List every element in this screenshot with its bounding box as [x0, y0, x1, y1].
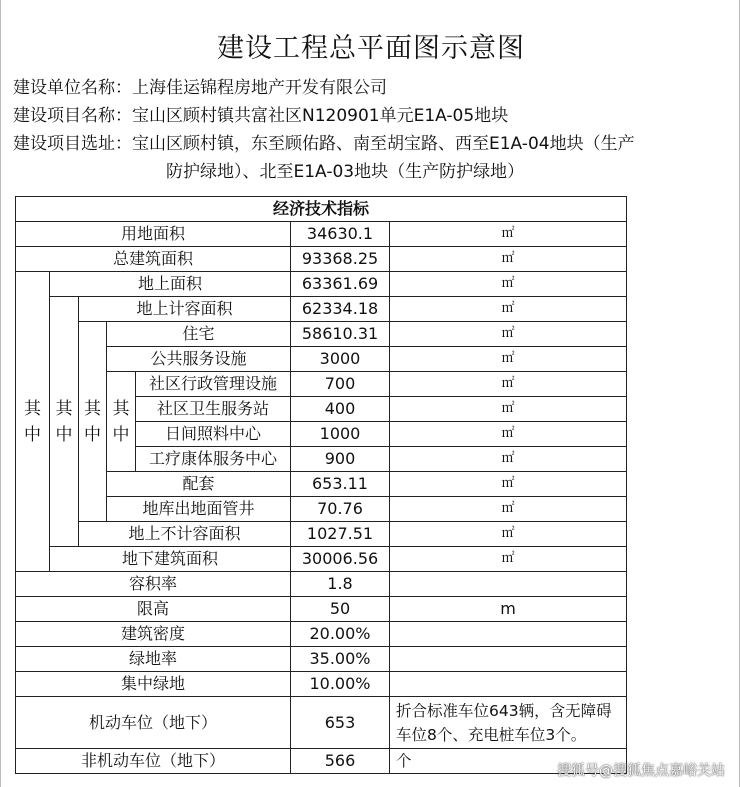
row-unit: [390, 647, 627, 672]
table-row: [16, 622, 627, 647]
table-row: [16, 572, 627, 597]
row-value: 20.00%: [291, 622, 390, 647]
table-row: [16, 647, 627, 672]
row-value: 50: [291, 597, 390, 622]
row-value: 30006.56: [291, 547, 390, 572]
economic-indicators-table: [15, 196, 627, 774]
row-name: 总建筑面积: [16, 247, 291, 272]
table-row: [16, 497, 627, 522]
row-name: 住宅: [107, 322, 291, 347]
row-unit: [390, 622, 627, 647]
table-row: [16, 749, 627, 774]
row-unit: [390, 572, 627, 597]
project-name-value: 宝山区顾村镇共富社区N120901单元E1A-05地块: [132, 106, 509, 126]
row-unit: ㎡: [390, 522, 627, 547]
row-name: 社区行政管理设施: [136, 372, 291, 397]
row-name: 地上不计容面积: [79, 522, 291, 547]
row-unit: [390, 672, 627, 697]
row-unit: ㎡: [390, 372, 627, 397]
qizhong-level-1: 其 中: [16, 272, 50, 572]
table-row: [16, 347, 627, 372]
row-unit: ㎡: [390, 272, 627, 297]
row-unit: ㎡: [390, 472, 627, 497]
table-row: [16, 222, 627, 247]
row-value: 566: [291, 749, 390, 774]
row-name: 容积率: [16, 572, 291, 597]
table-row: [16, 697, 627, 749]
qizhong-level-3: 其 中: [79, 322, 107, 522]
table-row: [16, 247, 627, 272]
row-name: 日间照料中心: [136, 422, 291, 447]
row-name: 建筑密度: [16, 622, 291, 647]
row-unit: ㎡: [390, 297, 627, 322]
row-unit: ㎡: [390, 547, 627, 572]
watermark: 搜狐号@搜狐焦点嘉峪关站: [557, 763, 725, 779]
row-name: 公共服务设施: [107, 347, 291, 372]
row-unit: ㎡: [390, 397, 627, 422]
row-value: 1027.51: [291, 522, 390, 547]
row-value: 1.8: [291, 572, 390, 597]
row-value: 63361.69: [291, 272, 390, 297]
row-name: 地上计容面积: [79, 297, 291, 322]
row-unit: ㎡: [390, 447, 627, 472]
row-unit: ㎡: [390, 497, 627, 522]
row-unit: ㎡: [390, 222, 627, 247]
row-name: 限高: [16, 597, 291, 622]
row-name: 地库出地面管井: [107, 497, 291, 522]
project-name-label: 建设项目名称：: [13, 106, 132, 126]
row-value: 700: [291, 372, 390, 397]
row-value: 400: [291, 397, 390, 422]
row-name: 配套: [107, 472, 291, 497]
row-value: 35.00%: [291, 647, 390, 672]
table-header: 经济技术指标: [16, 197, 627, 222]
project-site-line-2: 防护绿地）、北至E1A-03地块（生产防护绿地）: [166, 162, 525, 182]
row-name: 用地面积: [16, 222, 291, 247]
row-value: 3000: [291, 347, 390, 372]
row-value: 70.76: [291, 497, 390, 522]
row-unit: ㎡: [390, 322, 627, 347]
construction-unit-line: [13, 76, 387, 100]
row-value: 93368.25: [291, 247, 390, 272]
row-value: 10.00%: [291, 672, 390, 697]
row-value: 62334.18: [291, 297, 390, 322]
project-name-line: [13, 104, 508, 128]
row-value: 34630.1: [291, 222, 390, 247]
row-name: 绿地率: [16, 647, 291, 672]
row-value: 900: [291, 447, 390, 472]
row-name: 机动车位（地下）: [16, 697, 291, 749]
project-site-line: [13, 132, 635, 156]
table-row: [16, 322, 627, 347]
qizhong-level-4: 其 中: [107, 372, 136, 472]
row-unit: ㎡: [390, 422, 627, 447]
row-unit: ㎡: [390, 247, 627, 272]
row-name: 地下建筑面积: [50, 547, 291, 572]
table-row: [16, 597, 627, 622]
qizhong-level-2: 其 中: [50, 297, 79, 547]
table-row: [16, 522, 627, 547]
table-row: [16, 672, 627, 697]
row-name: 工疗康体服务中心: [136, 447, 291, 472]
row-unit: ㎡: [390, 347, 627, 372]
table-row: [16, 372, 627, 397]
table-header-row: [16, 197, 627, 222]
table-row: [16, 272, 627, 297]
row-name: 非机动车位（地下）: [16, 749, 291, 774]
row-unit: m: [390, 597, 627, 622]
project-site-label: 建设项目选址：: [13, 134, 132, 154]
row-value: 653: [291, 697, 390, 749]
table-row: [16, 547, 627, 572]
construction-unit-value: 上海佳运锦程房地产开发有限公司: [132, 78, 387, 98]
row-name: 地上面积: [50, 272, 291, 297]
row-note: 折合标准车位643辆，含无障碍车位8个、充电桩车位3个。: [390, 697, 627, 749]
document-title: 建设工程总平面图示意图: [217, 33, 525, 64]
construction-unit-label: 建设单位名称：: [13, 78, 132, 98]
row-unit: 个: [390, 749, 627, 774]
table-row: [16, 472, 627, 497]
row-name: 社区卫生服务站: [136, 397, 291, 422]
row-value: 653.11: [291, 472, 390, 497]
project-site-value: 宝山区顾村镇，东至顾佑路、南至胡宝路、西至E1A-04地块（生产: [132, 134, 635, 154]
row-value: 1000: [291, 422, 390, 447]
row-name: 集中绿地: [16, 672, 291, 697]
row-value: 58610.31: [291, 322, 390, 347]
table-row: [16, 297, 627, 322]
